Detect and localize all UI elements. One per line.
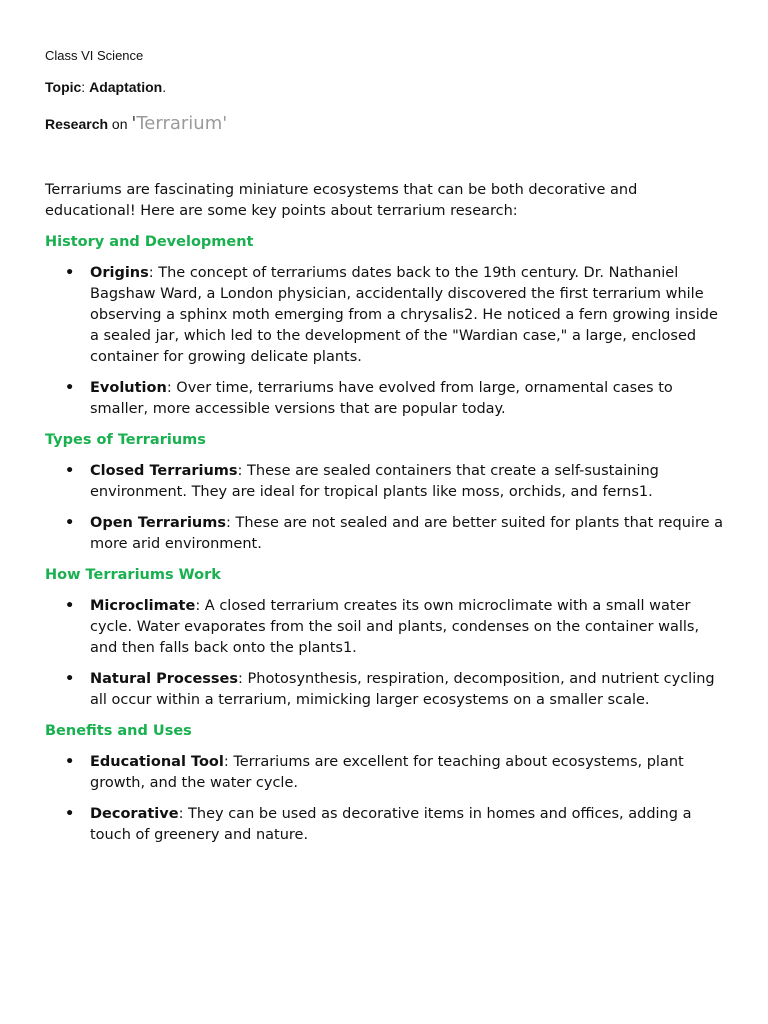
- item-description: : They can be used as decorative items in homes and offices, adding a touch of greenery and nature.: [90, 806, 692, 843]
- bullet-list: [45, 596, 725, 711]
- item-description: : These are sealed containers that create a self-sustaining environment. They are ideal for tropical plants like moss, orchids, and ferns1.: [90, 463, 659, 500]
- item-description: : A closed terrarium creates its own microclimate with a small water cycle. Water evaporates from the soil and plants, condenses on the container walls, and then falls back onto the plants1.: [90, 598, 700, 656]
- section-heading: Benefits and Uses: [45, 723, 192, 739]
- bullet-icon: •: [65, 754, 75, 770]
- research-label: Research: [45, 116, 109, 132]
- list-item: [45, 513, 725, 555]
- list-item: [45, 596, 725, 659]
- list-item: [45, 752, 725, 794]
- section-heading: History and Development: [45, 234, 254, 250]
- research-subject: Terrarium: [136, 113, 223, 134]
- bullet-icon: •: [65, 598, 75, 614]
- item-term: Evolution: [90, 380, 167, 396]
- bullet-icon: •: [65, 380, 75, 396]
- section-heading: How Terrariums Work: [45, 567, 221, 583]
- research-quote-close: ': [222, 113, 228, 134]
- topic-separator: :: [81, 79, 90, 95]
- research-quote-open: ': [131, 113, 137, 134]
- item-term: Educational Tool: [90, 754, 224, 770]
- bullet-icon: •: [65, 463, 75, 479]
- class-line: Class VI Science: [45, 48, 144, 63]
- bullet-icon: •: [65, 806, 75, 822]
- topic-end: .: [162, 79, 167, 95]
- bullet-list: [45, 752, 725, 846]
- intro-paragraph: Terrariums are fascinating miniature ecosystems that can be both decorative and educational! Here are some key points about terrarium research:: [45, 182, 638, 219]
- bullet-icon: •: [65, 515, 75, 531]
- item-term: Origins: [90, 265, 149, 281]
- topic-label: Topic: [45, 79, 82, 95]
- item-description: : Terrariums are excellent for teaching about ecosystems, plant growth, and the water cycle.: [90, 754, 684, 791]
- research-line: [45, 113, 227, 134]
- document-body: [45, 180, 725, 856]
- bullet-list: [45, 263, 725, 420]
- item-term: Natural Processes: [90, 671, 239, 687]
- list-item: [45, 669, 725, 711]
- bullet-list: [45, 461, 725, 555]
- item-description: : Photosynthesis, respiration, decomposition, and nutrient cycling all occur within a terrarium, mimicking larger ecosystems on a smaller scale.: [90, 671, 715, 708]
- list-item: [45, 263, 725, 368]
- list-item: [45, 804, 725, 846]
- topic-value: Adaptation: [89, 79, 163, 95]
- topic-line: [45, 79, 166, 95]
- list-item: [45, 378, 725, 420]
- item-description: : Over time, terrariums have evolved from large, ornamental cases to smaller, more accessible versions that are popular today.: [90, 380, 673, 417]
- item-description: : The concept of terrariums dates back to the 19th century. Dr. Nathaniel Bagshaw Ward, a London physician, accidentally discovered the first terrarium while observing a sphinx moth emerging from a chrysalis2. He noticed a fern growing inside a sealed jar, which led to the development of the "Wardian case," a large, enclosed container for growing delicate plants.: [90, 265, 718, 365]
- item-term: Open Terrariums: [90, 515, 226, 531]
- section-heading: Types of Terrariums: [45, 432, 206, 448]
- research-on: on: [108, 116, 132, 132]
- item-term: Closed Terrariums: [90, 463, 238, 479]
- item-description: : These are not sealed and are better suited for plants that require a more arid environment.: [90, 515, 723, 552]
- item-term: Microclimate: [90, 598, 196, 614]
- item-term: Decorative: [90, 806, 179, 822]
- bullet-icon: •: [65, 265, 75, 281]
- bullet-icon: •: [65, 671, 75, 687]
- list-item: [45, 461, 725, 503]
